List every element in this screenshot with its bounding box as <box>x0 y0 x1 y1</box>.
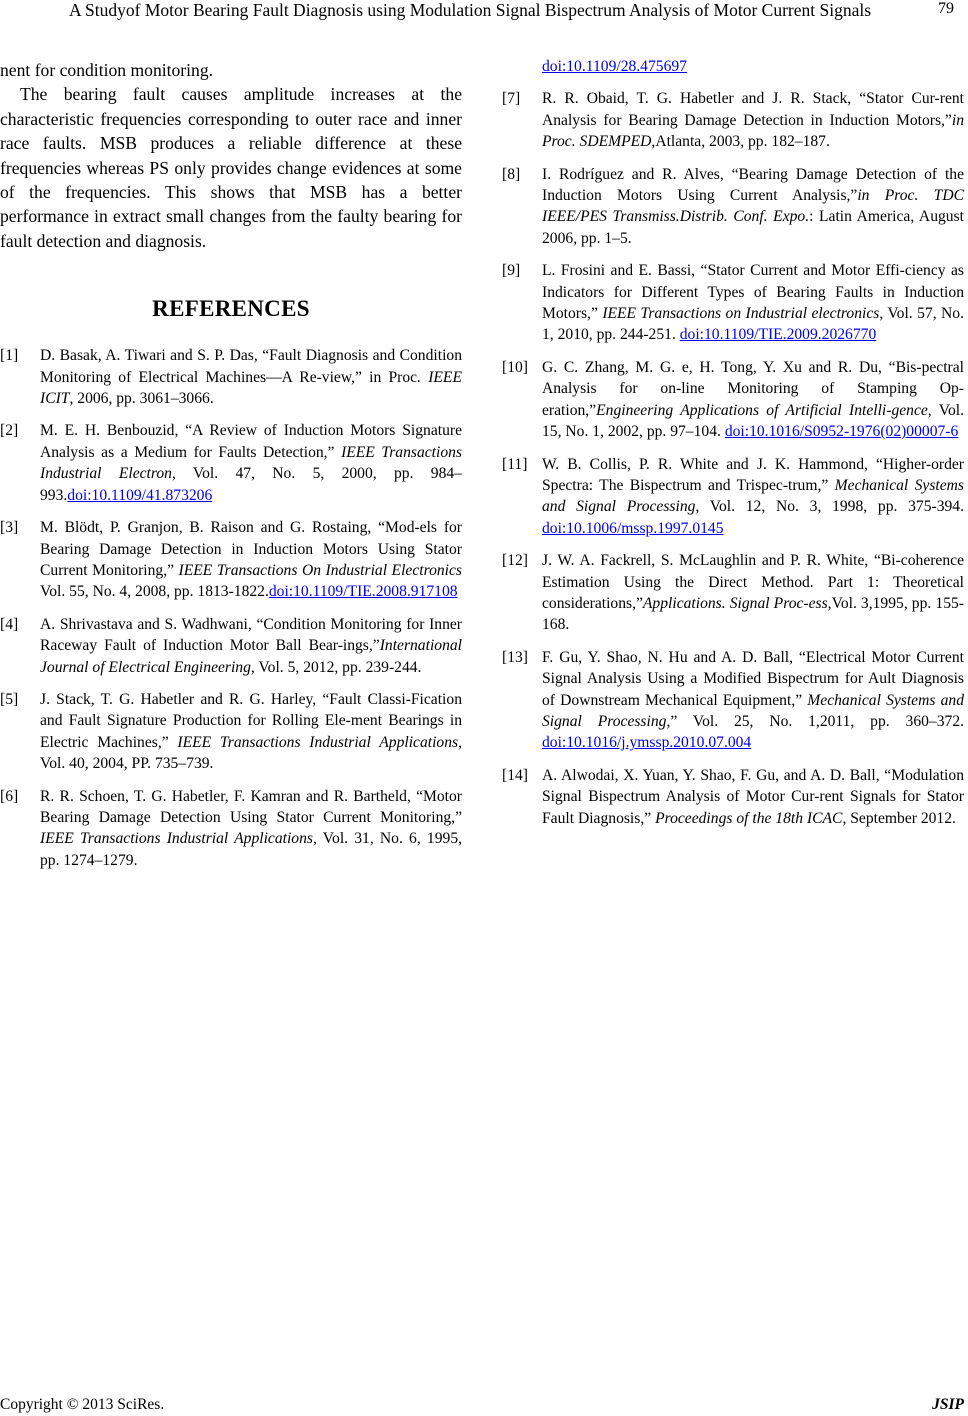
reference-number: [9] <box>502 262 521 280</box>
body-paragraph: The bearing fault causes amplitude increases at the characteristic frequencies corresponding to outer race and inner race faults. MSB produces a reliable difference at these frequencies whereas PS only provides change evidences at some of the frequencies. This shows that MSB has a better performance in extract small changes from the faulty bearing for fault detection and diagnosis. <box>0 84 462 251</box>
reference-venue: . IEEE ICIT <box>40 368 462 408</box>
reference-12 <box>502 550 964 636</box>
reference-venue: Engineering Applications of Artificial Intelli-gence, <box>596 401 932 419</box>
reference-9 <box>502 260 964 346</box>
reference-text: F. Gu, Y. Shao, N. Hu and A. D. Ball, “Electrical Motor Current Signal Analysis Using a Modified Bispectrum for Ault Diagnosis of Downstream Mechanical Equipment,” <box>542 648 964 709</box>
reference-details: : Latin America, August 2006, pp. 1–5. <box>542 208 964 247</box>
reference-number: [7] <box>502 90 521 108</box>
reference-venue: International Journal of Electrical Engineering <box>40 637 462 676</box>
reference-venue: Mechanical Systems and Signal Processing, <box>542 476 964 516</box>
reference-venue: Applications. Signal Proc-ess, <box>642 594 832 612</box>
reference-13 <box>502 647 964 754</box>
reference-text: R. R. Schoen, T. G. Habetler, F. Kamran and R. Bartheld, “Motor Bearing Damage Detection Using Stator Current Monitoring,” <box>40 787 462 826</box>
reference-text: M. Blödt, P. Granjon, B. Raison and G. Rostaing, “Mod-els for Bearing Damage Detection in Induction Motors Using Stator Current Monitoring,” <box>40 519 462 579</box>
reference-4 <box>0 614 462 678</box>
footer-journal: JSIP <box>932 1396 964 1413</box>
reference-details: , Vol. 47, No. 5, 2000, pp. 984–993. <box>40 465 462 504</box>
reference-11 <box>502 454 964 540</box>
reference-venue: in Proc. TDC IEEE/PES Transmiss.Distrib. Conf. Expo. <box>542 187 964 226</box>
right-column <box>502 56 964 840</box>
reference-3 <box>0 517 462 603</box>
reference-6-continued <box>502 56 964 77</box>
reference-venue: in Proc. SDEMPED, <box>542 111 964 151</box>
reference-number: [3] <box>0 519 19 537</box>
reference-details: , Vol. 57, No. 1, 2010, pp. 244-251. <box>542 305 964 344</box>
reference-details: Atlanta, 2003, pp. 182–187. <box>655 133 830 151</box>
body-paragraph: nent for condition monitoring. <box>0 60 214 80</box>
reference-text: A. Shrivastava and S. Wadhwani, “Condition Monitoring for Inner Raceway Fault of Induction Motor Ball Bear-ings,” <box>40 615 462 655</box>
reference-number: [1] <box>0 347 19 365</box>
reference-text: G. C. Zhang, M. G. e, H. Tong, Y. Xu and R. Du, “Bis-pectral Analysis for on-line Monitoring of Stamping Op-eration,” <box>542 358 964 419</box>
running-header-title: A Studyof Motor Bearing Fault Diagnosis using Modulation Signal Bispectrum Analysis of Motor Current Signals <box>68 0 872 20</box>
reference-details: Vol. 55, No. 4, 2008, pp. 1813-1822. <box>40 583 269 601</box>
reference-number: [2] <box>0 422 19 440</box>
reference-text: R. R. Obaid, T. G. Habetler and J. R. Stack, “Stator Cur-rent Analysis for Bearing Damage Detection in Induction Motors,” <box>542 90 964 129</box>
reference-text: D. Basak, A. Tiwari and S. P. Das, “Fault Diagnosis and Condition Monitoring of Electrical Machines—A Re-view,” in Proc <box>40 347 462 386</box>
references-heading: REFERENCES <box>152 296 310 322</box>
reference-venue: IEEE Transactions On Industrial Electronics <box>178 561 462 579</box>
reference-text: J. W. A. Fackrell, S. McLaughlin and P. R. White, “Bi-coherence Estimation Using the Direct Method. Part 1: Theoretical considerations,” <box>542 552 964 612</box>
reference-2 <box>0 420 462 506</box>
reference-details: , Vol. 5, 2012, pp. 239-244. <box>250 658 422 676</box>
left-column <box>0 58 462 882</box>
reference-number: [12] <box>502 552 528 570</box>
reference-details: September 2012. <box>846 809 956 827</box>
reference-text: A. Alwodai, X. Yuan, Y. Shao, F. Gu, and A. D. Ball, “Modulation Signal Bispectrum Analysis of Motor Cur-rent Signals for Stator Fault Diagnosis,” <box>542 766 964 827</box>
doi-link[interactable]: doi:10.1109/41.873206 <box>67 486 213 504</box>
reference-details: ,” Vol. 25, No. 1,2011, pp. 360–372. <box>666 712 965 730</box>
reference-6 <box>0 786 462 872</box>
reference-venue: IEEE Transactions on Industrial electronics <box>602 305 880 323</box>
doi-link[interactable]: doi:10.1016/S0952-1976(02)00007-6 <box>724 423 959 441</box>
reference-details: Vol. 12, No. 3, 1998, pp. 375-394. <box>699 498 964 516</box>
reference-text: W. B. Collis, P. R. White and J. K. Hammond, “Higher-order Spectra: The Bispectrum and Trispec-trum,” <box>542 455 964 494</box>
reference-8 <box>502 164 964 250</box>
reference-number: [10] <box>502 358 528 376</box>
doi-link[interactable]: doi:10.1016/j.ymssp.2010.07.004 <box>542 734 752 752</box>
footer-copyright: Copyright © 2013 SciRes. <box>0 1396 165 1413</box>
reference-details: Vol. 31, No. 6, 1995, pp. 1274–1279. <box>40 830 463 869</box>
reference-venue: Proceedings of the 18th ICAC, <box>655 809 847 827</box>
reference-text: L. Frosini and E. Bassi, “Stator Current and Motor Effi-ciency as Indicators for Different Types of Bearing Faults in Induction Motors,” <box>542 262 964 323</box>
reference-number: [4] <box>0 615 19 633</box>
reference-details: , Vol. 40, 2004, PP. 735–739. <box>40 733 462 773</box>
reference-details: Vol. 3,1995, pp. 155-168. <box>542 594 964 634</box>
reference-number: [5] <box>0 690 19 708</box>
reference-details: , 2006, pp. 3061–3066. <box>69 390 214 408</box>
reference-text: J. Stack, T. G. Habetler and R. G. Harley, “Fault Classi-Fication and Fault Signature Production for Rolling Ele-ment Bearings in Electric Machines,” <box>40 690 462 751</box>
doi-link[interactable]: doi:10.1006/mssp.1997.0145 <box>542 519 724 537</box>
reference-5 <box>0 689 462 775</box>
page-number: 79 <box>938 0 954 17</box>
reference-10 <box>502 357 964 443</box>
reference-number: [14] <box>502 766 528 784</box>
reference-venue: Mechanical Systems and Signal Processing <box>542 691 964 730</box>
reference-venue: IEEE Transactions Industrial Electron <box>40 443 462 483</box>
reference-text: M. E. H. Benbouzid, “A Review of Induction Motors Signature Analysis as a Medium for Faults Detection,” <box>40 422 462 461</box>
reference-number: [11] <box>502 455 528 473</box>
reference-number: [6] <box>0 787 19 805</box>
reference-venue: IEEE Transactions Industrial Applications, <box>40 830 317 848</box>
doi-link[interactable]: doi:10.1109/28.475697 <box>542 58 687 75</box>
reference-venue: IEEE Transactions Industrial Applications <box>177 733 459 751</box>
reference-7 <box>502 88 964 152</box>
reference-text: I. Rodríguez and R. Alves, “Bearing Damage Detection of the Induction Motors Using Current Analysis,” <box>542 165 964 205</box>
reference-details: Vol. 15, No. 1, 2002, pp. 97–104. <box>542 401 964 441</box>
reference-number: [8] <box>502 165 521 183</box>
doi-link[interactable]: doi:10.1109/TIE.2009.2026770 <box>679 326 877 344</box>
reference-1 <box>0 345 462 409</box>
reference-14 <box>502 765 964 829</box>
reference-number: [13] <box>502 648 528 666</box>
doi-link[interactable]: doi:10.1109/TIE.2008.917108 <box>268 583 458 601</box>
